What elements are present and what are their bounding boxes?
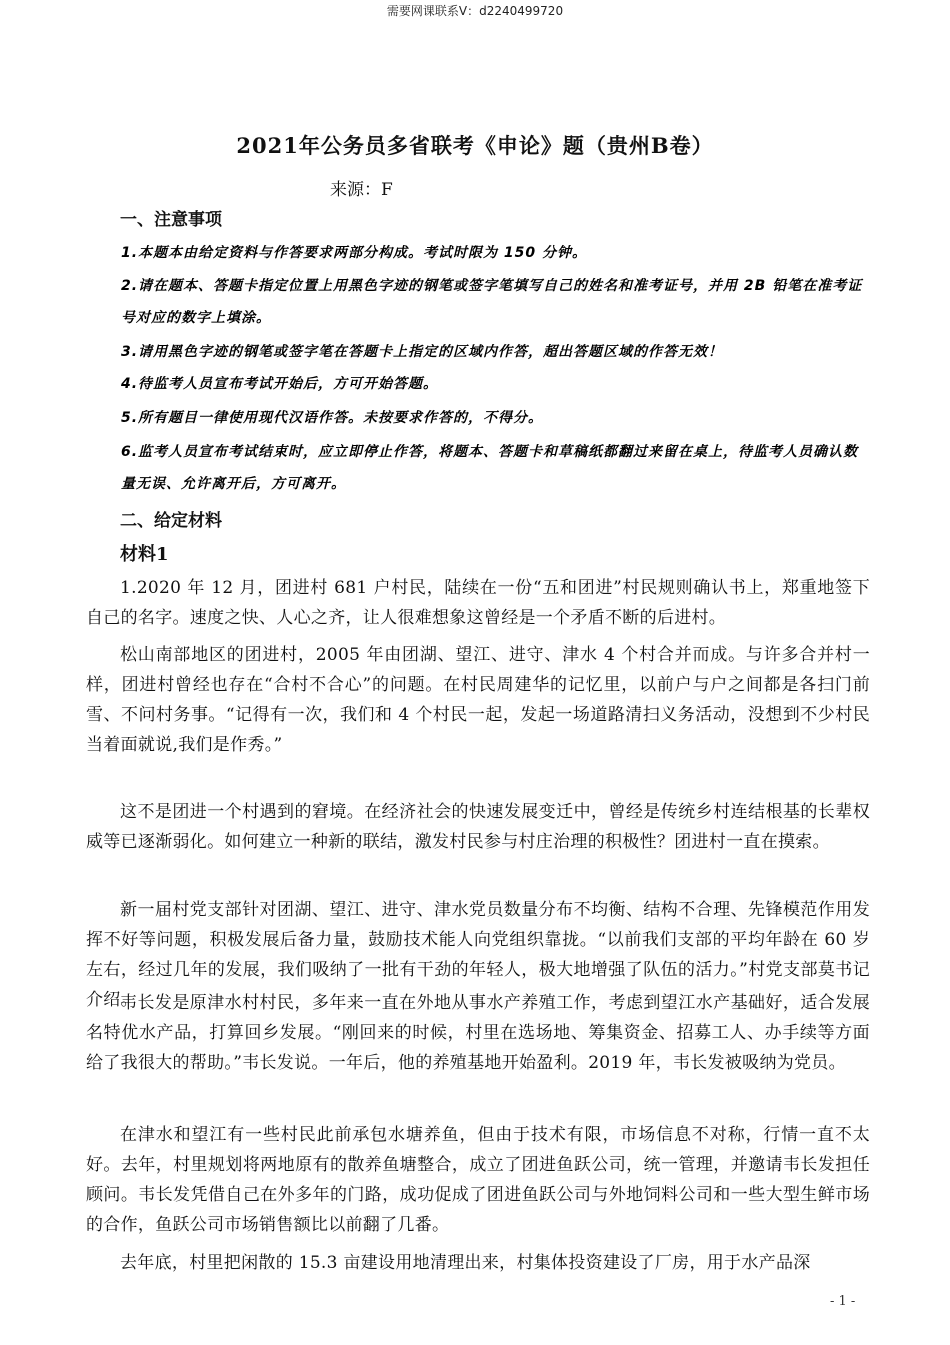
section-heading-notes: 一、注意事项 <box>120 210 222 230</box>
document-title: 2021年公务员多省联考《申论》题（贵州B卷） <box>236 133 714 158</box>
material-heading: 材料1 <box>120 544 169 565</box>
note-item <box>87 336 867 368</box>
note-text: 1.本题本由给定资料与作答要求两部分构成。考试时限为 150 分钟。 <box>121 245 588 261</box>
paragraph: 这不是团进一个村遇到的窘境。在经济社会的快速发展变迁中，曾经是传统乡村连结根基的长辈权威等已逐渐弱化。如何建立一种新的联结，激发村民参与村庄治理的积极性？团进村一直在摸索。 <box>86 802 870 852</box>
note-text: 5.所有题目一律使用现代汉语作答。未按要求作答的，不得分。 <box>121 410 544 426</box>
note-text: 3.请用黑色字迹的钢笔或签字笔在答题卡上指定的区域内作答，超出答题区域的作答无效！ <box>121 344 724 360</box>
paragraph: 去年底，村里把闲散的 15.3 亩建设用地清理出来，村集体投资建设了厂房，用于水产品深 <box>120 1253 811 1273</box>
source-line: 来源：F <box>330 180 393 200</box>
note-item <box>87 270 867 334</box>
paragraph: 新一届村党支部针对团湖、望江、进守、津水党员数量分布不均衡、结构不合理、先锋模范作用发挥不好等问题，积极发展后备力量，鼓励技术能人向党组织靠拢。“以前我们支部的平均年龄在 60 岁左右，经过几年的发展，我们吸纳了一批有干劲的年轻人，极大地增强了队伍的活力。”村党支部莫书记介绍。 <box>86 900 870 1010</box>
paragraph: 在津水和望江有一些村民此前承包水塘养鱼，但由于技术有限，市场信息不对称，行情一直不太好。去年，村里规划将两地原有的散养鱼塘整合，成立了团进鱼跃公司，统一管理，并邀请韦长发担任顾问。韦长发凭借自己在外多年的门路，成功促成了团进鱼跃公司与外地饲料公司和一些大型生鲜市场的合作，鱼跃公司市场销售额比以前翻了几番。 <box>86 1125 870 1235</box>
note-text: 4.待监考人员宣布考试开始后，方可开始答题。 <box>121 376 439 392</box>
note-item <box>87 402 867 434</box>
note-item <box>87 368 867 400</box>
note-item <box>87 436 867 500</box>
paragraph: 1.2020 年 12 月，团进村 681 户村民，陆续在一份“五和团进”村民规则确认书上，郑重地签下自己的名字。速度之快、人心之齐，让人很难想象这曾经是一个矛盾不断的后进村。 <box>86 578 870 628</box>
page-number: - 1 - <box>830 1294 856 1309</box>
section-heading-materials: 二、给定材料 <box>120 511 222 531</box>
watermark-text: 需要网课联系V：d2240499720 <box>386 4 564 18</box>
note-text: 6.监考人员宣布考试结束时，应立即停止作答，将题本、答题卡和草稿纸都翻过来留在桌上，待监考人员确认数量无误、允许离开后，方可离开。 <box>121 444 859 492</box>
paragraph: 韦长发是原津水村村民，多年来一直在外地从事水产养殖工作，考虑到望江水产基础好，适合发展名特优水产品，打算回乡发展。“刚回来的时候，村里在选场地、筹集资金、招募工人、办手续等方面给了我很大的帮助。”韦长发说。一年后，他的养殖基地开始盈利。2019 年，韦长发被吸纳为党员。 <box>86 993 870 1073</box>
paragraph: 松山南部地区的团进村，2005 年由团湖、望江、进守、津水 4 个村合并而成。与许多合并村一样，团进村曾经也存在“合村不合心”的问题。在村民周建华的记忆里，以前户与户之间都是各扫门前雪、不问村务事。“记得有一次，我们和 4 个村民一起，发起一场道路清扫义务活动，没想到不少村民当着面就说,我们是作秀。” <box>86 645 870 755</box>
note-text: 2.请在题本、答题卡指定位置上用黑色字迹的钢笔或签字笔填写自己的姓名和准考证号，并用 2B 铅笔在准考证号对应的数字上填涂。 <box>121 278 863 326</box>
note-item <box>87 237 867 269</box>
